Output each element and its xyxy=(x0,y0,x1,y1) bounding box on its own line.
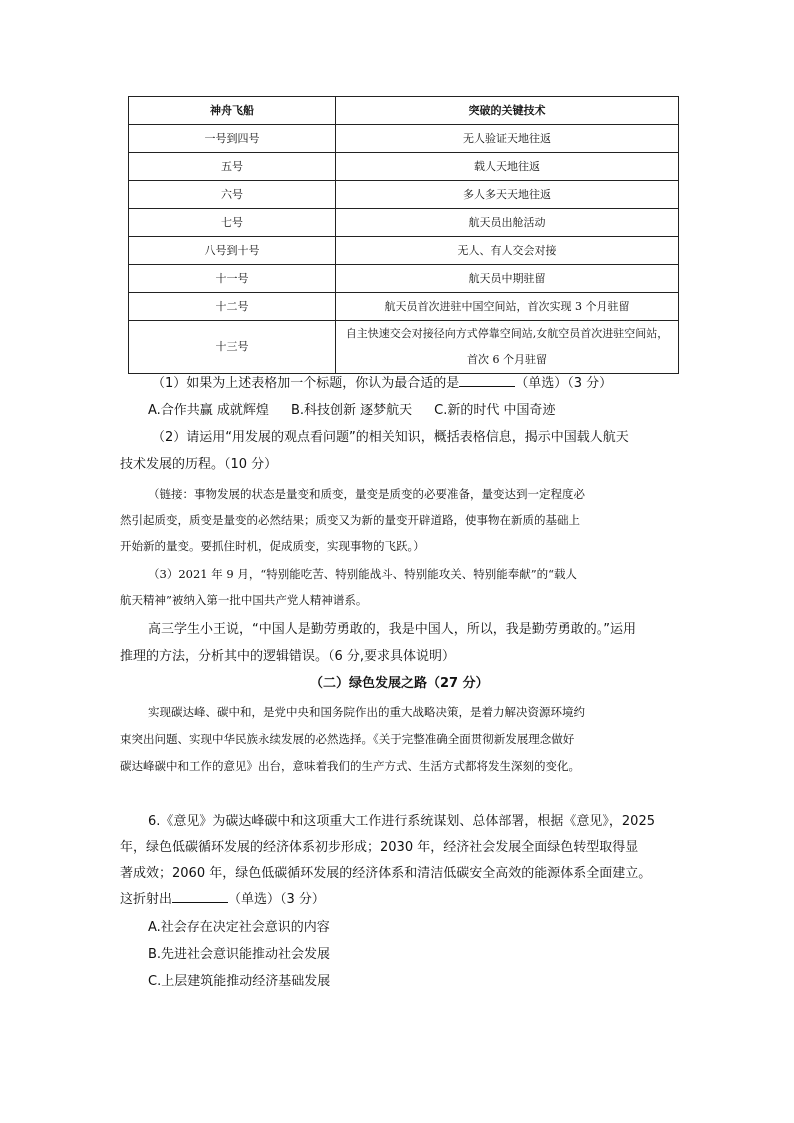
table-header-row xyxy=(129,97,679,125)
table-row xyxy=(129,125,679,153)
question-3-line: （3）2021 年 9 月，“特别能吃苦、特别能战斗、特别能攻关、特别能奉献”的“载人 xyxy=(148,567,578,581)
table-cell: 五号 xyxy=(129,153,336,181)
answer-blank xyxy=(172,890,228,903)
table-cell: 六号 xyxy=(129,181,336,209)
option-b: B.先进社会意识能推动社会发展 xyxy=(148,947,331,962)
table-cell: 自主快速交会对接径向方式停靠空间站,女航空员首次进驻空间站，首次 6 个月驻留 xyxy=(336,321,679,374)
question-3-line: 航天精神”被纳入第一批中国共产党人精神谱系。 xyxy=(120,593,368,607)
hint-line: （链接：事物发展的状态是量变和质变，量变是质变的必要准备，量变达到一定程度必 xyxy=(148,487,585,501)
question-2-line: 技术发展的历程。（10 分） xyxy=(120,457,278,472)
table-cell: 航天员出舱活动 xyxy=(336,209,679,237)
table-row xyxy=(129,153,679,181)
question-3-line: 高三学生小王说，“中国人是勤劳勇敢的，我是中国人，所以，我是勤劳勇敢的。”运用 xyxy=(148,622,636,637)
hint-line: 开始新的量变。要抓住时机，促成质变，实现事物的飞跃。） xyxy=(120,539,425,553)
table-header-cell: 神舟飞船 xyxy=(129,97,336,125)
question-1-text: （1）如果为上述表格加一个标题，你认为最合适的是 xyxy=(152,376,460,391)
question-1-prompt xyxy=(152,374,612,394)
table-row xyxy=(129,293,679,321)
intro-line: 实现碳达峰、碳中和，是党中央和国务院作出的重大战略决策，是着力解决资源环境约 xyxy=(148,705,585,719)
question-6-line: 6.《意见》为碳达峰碳中和这项重大工作进行系统谋划、总体部署，根据《意见》，2025 xyxy=(148,814,655,829)
section-heading: （二）绿色发展之路（27 分） xyxy=(310,676,489,691)
table-cell: 一号到四号 xyxy=(129,125,336,153)
question-6-line: 年，绿色低碳循环发展的经济体系初步形成；2030 年，经济社会发展全面绿色转型取得显 xyxy=(120,840,639,855)
option-a: A.社会存在决定社会意识的内容 xyxy=(148,920,330,935)
question-6-prompt xyxy=(120,890,325,910)
hint-line: 然引起质变，质变是量变的必然结果；质变又为新的量变开辟道路，使事物在新质的基础上 xyxy=(120,513,580,527)
question-2-line: （2）请运用“用发展的观点看问题”的相关知识，概括表格信息，揭示中国载人航天 xyxy=(152,430,629,445)
table-row xyxy=(129,209,679,237)
shenzhou-table xyxy=(128,96,679,374)
intro-line: 碳达峰碳中和工作的意见》出台，意味着我们的生产方式、生活方式都将发生深刻的变化。 xyxy=(120,759,580,773)
question-6-suffix: （单选）（3 分） xyxy=(228,892,325,907)
table-row xyxy=(129,321,679,374)
option-b: B.科技创新 逐梦航天 xyxy=(290,403,413,418)
table-cell: 载人天地往返 xyxy=(336,153,679,181)
table-cell: 多人多天天地往返 xyxy=(336,181,679,209)
table-cell: 十一号 xyxy=(129,265,336,293)
table-cell: 无人、有人交会对接 xyxy=(336,237,679,265)
option-a: A.合作共赢 成就辉煌 xyxy=(148,403,269,418)
answer-blank xyxy=(459,374,515,387)
table-header-cell: 突破的关键技术 xyxy=(336,97,679,125)
table-cell: 无人验证天地往返 xyxy=(336,125,679,153)
table-row xyxy=(129,265,679,293)
question-1-suffix: （单选）（3 分） xyxy=(515,376,613,391)
table-cell: 十三号 xyxy=(129,321,336,374)
question-1-options xyxy=(148,401,555,421)
table-row xyxy=(129,181,679,209)
question-6-text: 这折射出 xyxy=(120,892,173,907)
table-cell: 十二号 xyxy=(129,293,336,321)
table-cell: 航天员中期驻留 xyxy=(336,265,679,293)
table-cell: 航天员首次进驻中国空间站，首次实现 3 个月驻留 xyxy=(336,293,679,321)
question-3-line: 推理的方法，分析其中的逻辑错误。（6 分,要求具体说明） xyxy=(120,649,456,664)
table-cell: 八号到十号 xyxy=(129,237,336,265)
option-c: C.新的时代 中国奇迹 xyxy=(434,403,556,418)
intro-line: 束突出问题、实现中华民族永续发展的必然选择。《关于完整准确全面贯彻新发展理念做好 xyxy=(120,732,575,746)
question-6-line: 著成效；2060 年，绿色低碳循环发展的经济体系和清洁低碳安全高效的能源体系全面建立。 xyxy=(120,866,652,881)
table-cell: 七号 xyxy=(129,209,336,237)
option-c: C.上层建筑能推动经济基础发展 xyxy=(148,974,331,989)
table-row xyxy=(129,237,679,265)
